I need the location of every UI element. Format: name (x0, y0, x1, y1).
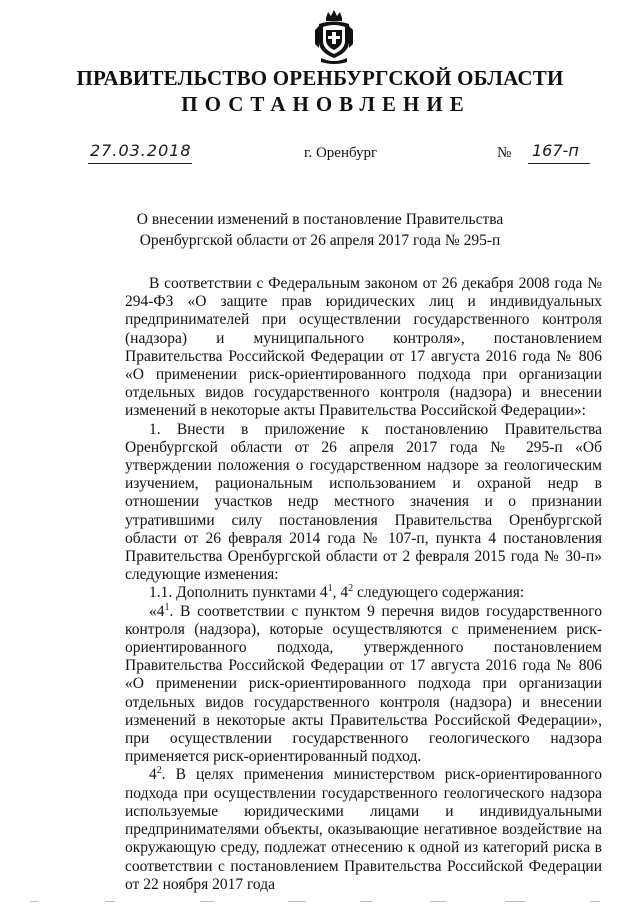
document-subject (0, 209, 640, 251)
superscript: 1 (327, 583, 333, 595)
superscript: 2 (156, 765, 162, 777)
paragraph-item-1-1 (125, 584, 602, 602)
text-part: следующего содержания: (353, 584, 525, 602)
text-part: . В целях применения министерством риск-ориентированного подхода при осуществлении государственного геологического надзора используемые юридическими лицами и индивидуальными предпринимателями объекты, оказывающие негативное воздействие на окружающую среду, подлежат отнесению к одной из категорий риска в соответствии с постановлением Правительства Российской Федерации от 22 ноября 2017 года (125, 766, 602, 893)
number-field (528, 143, 590, 164)
meta-row (0, 143, 640, 167)
paragraph-4-2 (125, 766, 602, 893)
superscript: 1 (164, 601, 170, 613)
coat-of-arms-icon (313, 8, 355, 66)
subject-line-1: О внесении изменений в постановление Правительства (136, 211, 504, 228)
date-field (88, 143, 192, 164)
superscript: 2 (348, 583, 354, 595)
text-part: «4 (149, 602, 165, 620)
text-part: 1.1. Дополнить пунктами 4 (149, 584, 328, 602)
document-number: 167-п (532, 141, 579, 160)
text-part: . В соответствии с пунктом 9 перечня видов государственного контроля (надзора), которые осуществляются с применением риск-ориентированного подхода, утвержденного постановлением Правительства Российской Федерации от 17 августа 2016 года № 806 «О применении риск-ориентированного подхода при организации отдельных видов государственного контроля (надзора) и внесении изменений в некоторые акты Правительства Российской Федерации», при осуществлении государственного геологического надзора применяется риск-ориентированный подход. (125, 602, 602, 766)
scan-footer-noise (0, 898, 640, 905)
document-date: 27.03.2018 (90, 141, 192, 160)
subject-line-2: Оренбургской области от 26 апреля 2017 года № 295-п (139, 232, 501, 249)
document-body (125, 275, 602, 894)
text-part: , 4 (332, 584, 349, 602)
document-type: ПОСТАНОВЛЕНИЕ (181, 92, 471, 116)
paragraph-item-1: 1. Внести в приложение к постановлению Правительства Оренбургской области от 26 апреля 2017 года № 295-п «Об утверждении положения о государственном надзоре за геологическим изучением, рациональным использованием и охраной недр в отношении участков недр местного значения и о признании утратившими силу постановления Правительства Оренбургской области от 26 февраля 2014 года № 107-п, пункта 4 постановления Правительства Оренбургской области от 2 февраля 2015 года № 30-п» следующие изменения: (125, 420, 602, 584)
government-title: ПРАВИТЕЛЬСТВО ОРЕНБУРГСКОЙ ОБЛАСТИ (76, 66, 564, 90)
paragraph-preamble: В соответствии с Федеральным законом от 26 декабря 2008 года № 294-ФЗ «О защите прав юридических лиц и индивидуальных предпринимателей при осуществлении государственного контроля (надзора) и муниципального контроля», постановлением Правительства Российской Федерации от 17 августа 2016 года № 806 «О применении риск-ориентированного подхода при организации отдельных видов государственного контроля (надзора) и внесении изменений в некоторые акты Правительства Российской Федерации»: (125, 275, 602, 420)
city: г. Оренбург (304, 145, 378, 161)
paragraph-4-1 (125, 603, 602, 767)
text-part: 4 (149, 766, 157, 784)
number-sign: № (497, 145, 512, 161)
